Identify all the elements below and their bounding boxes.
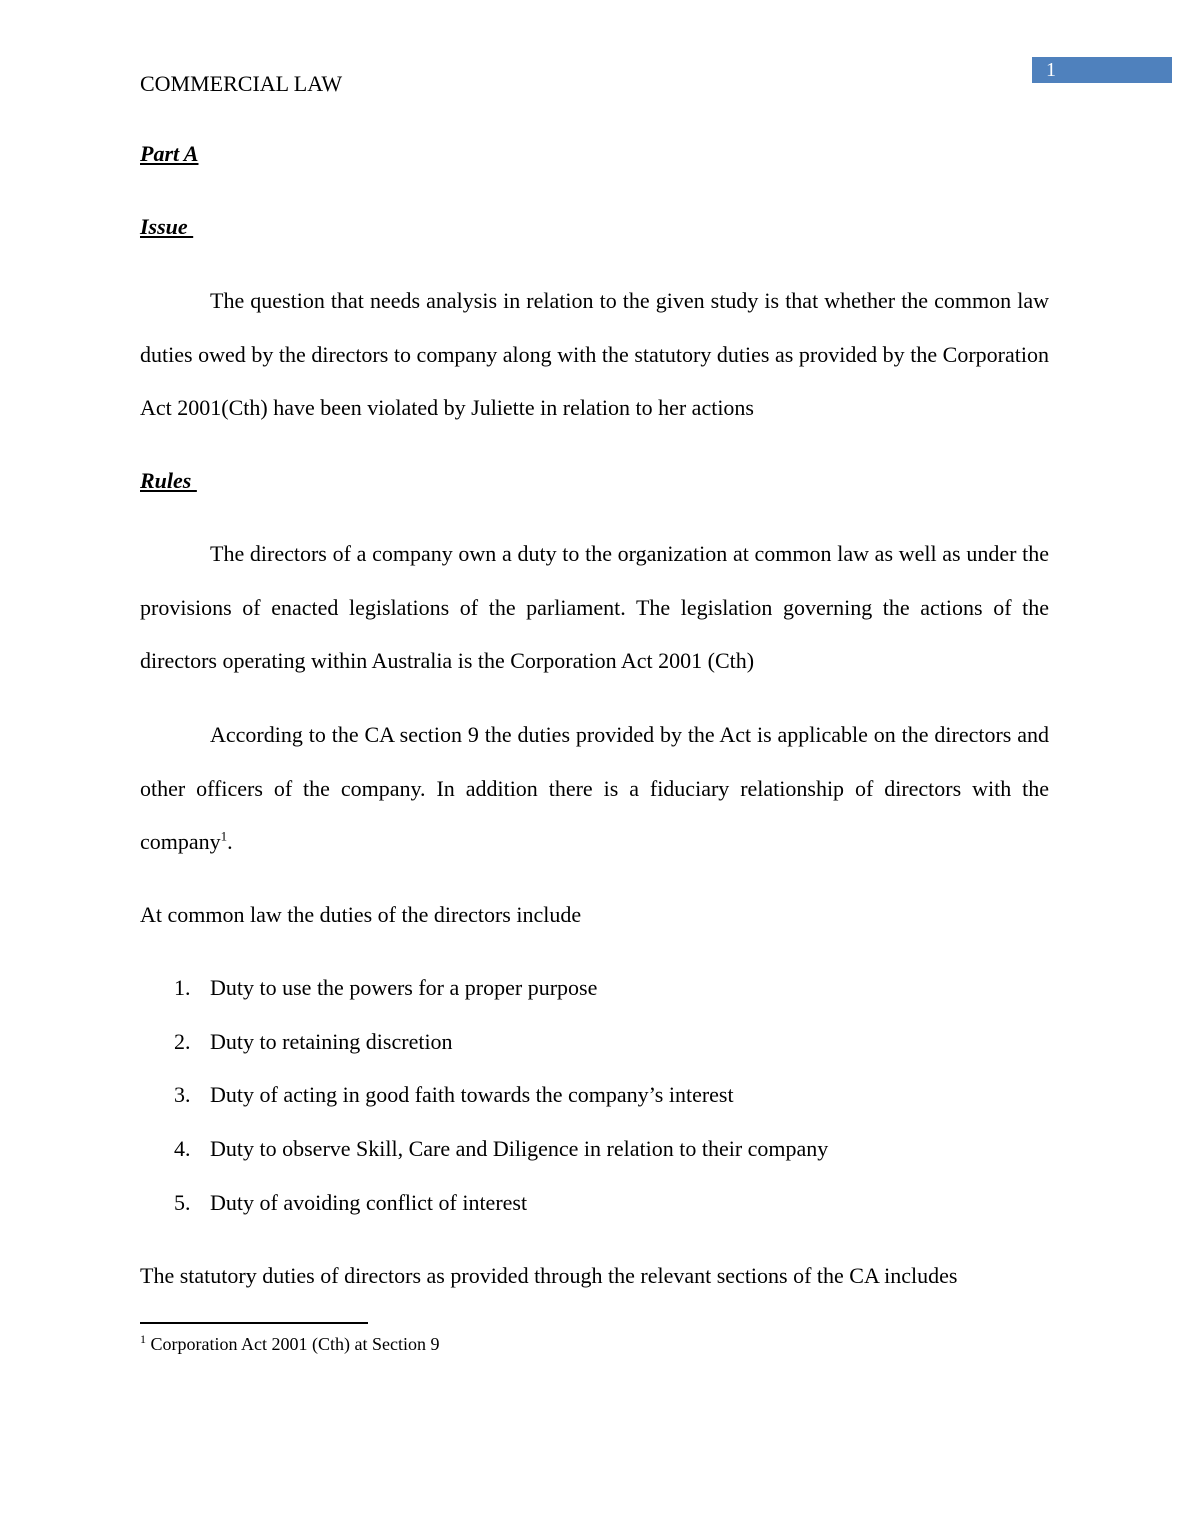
part-heading: Part A bbox=[140, 141, 199, 166]
list-item-text: Duty of avoiding conflict of interest bbox=[210, 1189, 528, 1215]
footnote-reference[interactable]: 1 bbox=[220, 828, 228, 844]
list-item-number: 1. bbox=[174, 975, 191, 1000]
rules-paragraph-2-period: . bbox=[227, 829, 233, 854]
list-item-number: 4. bbox=[174, 1136, 191, 1162]
common-law-intro: At common law the duties of the directors include bbox=[140, 902, 582, 927]
issue-paragraph: The question that needs analysis in relation to the given study is that whether the common law duties owed by the directors to company along with the statutory duties as provided by the Corporation Act 2001(Cth) have been violated by Juliette in relation to her actions bbox=[140, 288, 1049, 420]
list-item-number: 3. bbox=[174, 1082, 191, 1108]
list-item-number: 5. bbox=[174, 1189, 191, 1215]
rules-heading: Rules bbox=[140, 468, 197, 493]
rules-paragraph-1: The directors of a company own a duty to the organization at common law as well as under the provisions of enacted legislations of the parliament. The legislation governing the actions of the directors operating within Australia is the Corporation Act 2001 (Cth) bbox=[140, 541, 1049, 673]
list-item-number: 2. bbox=[174, 1028, 191, 1054]
list-item-text: Duty of acting in good faith towards the company’s interest bbox=[210, 1082, 734, 1108]
footnote-marker: 1 bbox=[140, 1332, 146, 1346]
issue-heading: Issue bbox=[140, 214, 194, 239]
list-item-text: Duty to observe Skill, Care and Diligence in relation to their company bbox=[210, 1136, 829, 1162]
footnote-separator bbox=[140, 1322, 368, 1324]
list-item-text: Duty to use the powers for a proper purpose bbox=[210, 975, 598, 1000]
rules-paragraph-2-text: According to the CA section 9 the duties provided by the Act is applicable on the directors and other officers of the company. In addition there is a fiduciary relationship of directors with the company bbox=[140, 722, 1049, 854]
footnote-text: Corporation Act 2001 (Cth) at Section 9 bbox=[146, 1334, 440, 1354]
rules-paragraph-2 bbox=[140, 708, 1049, 869]
page-number-badge bbox=[1032, 57, 1172, 83]
statutory-intro: The statutory duties of directors as provided through the relevant sections of the CA includes bbox=[140, 1263, 958, 1288]
page-number: 1 bbox=[1046, 59, 1056, 81]
list-item-text: Duty to retaining discretion bbox=[210, 1028, 453, 1054]
footnote bbox=[140, 1331, 439, 1357]
running-header: COMMERCIAL LAW bbox=[140, 71, 343, 96]
